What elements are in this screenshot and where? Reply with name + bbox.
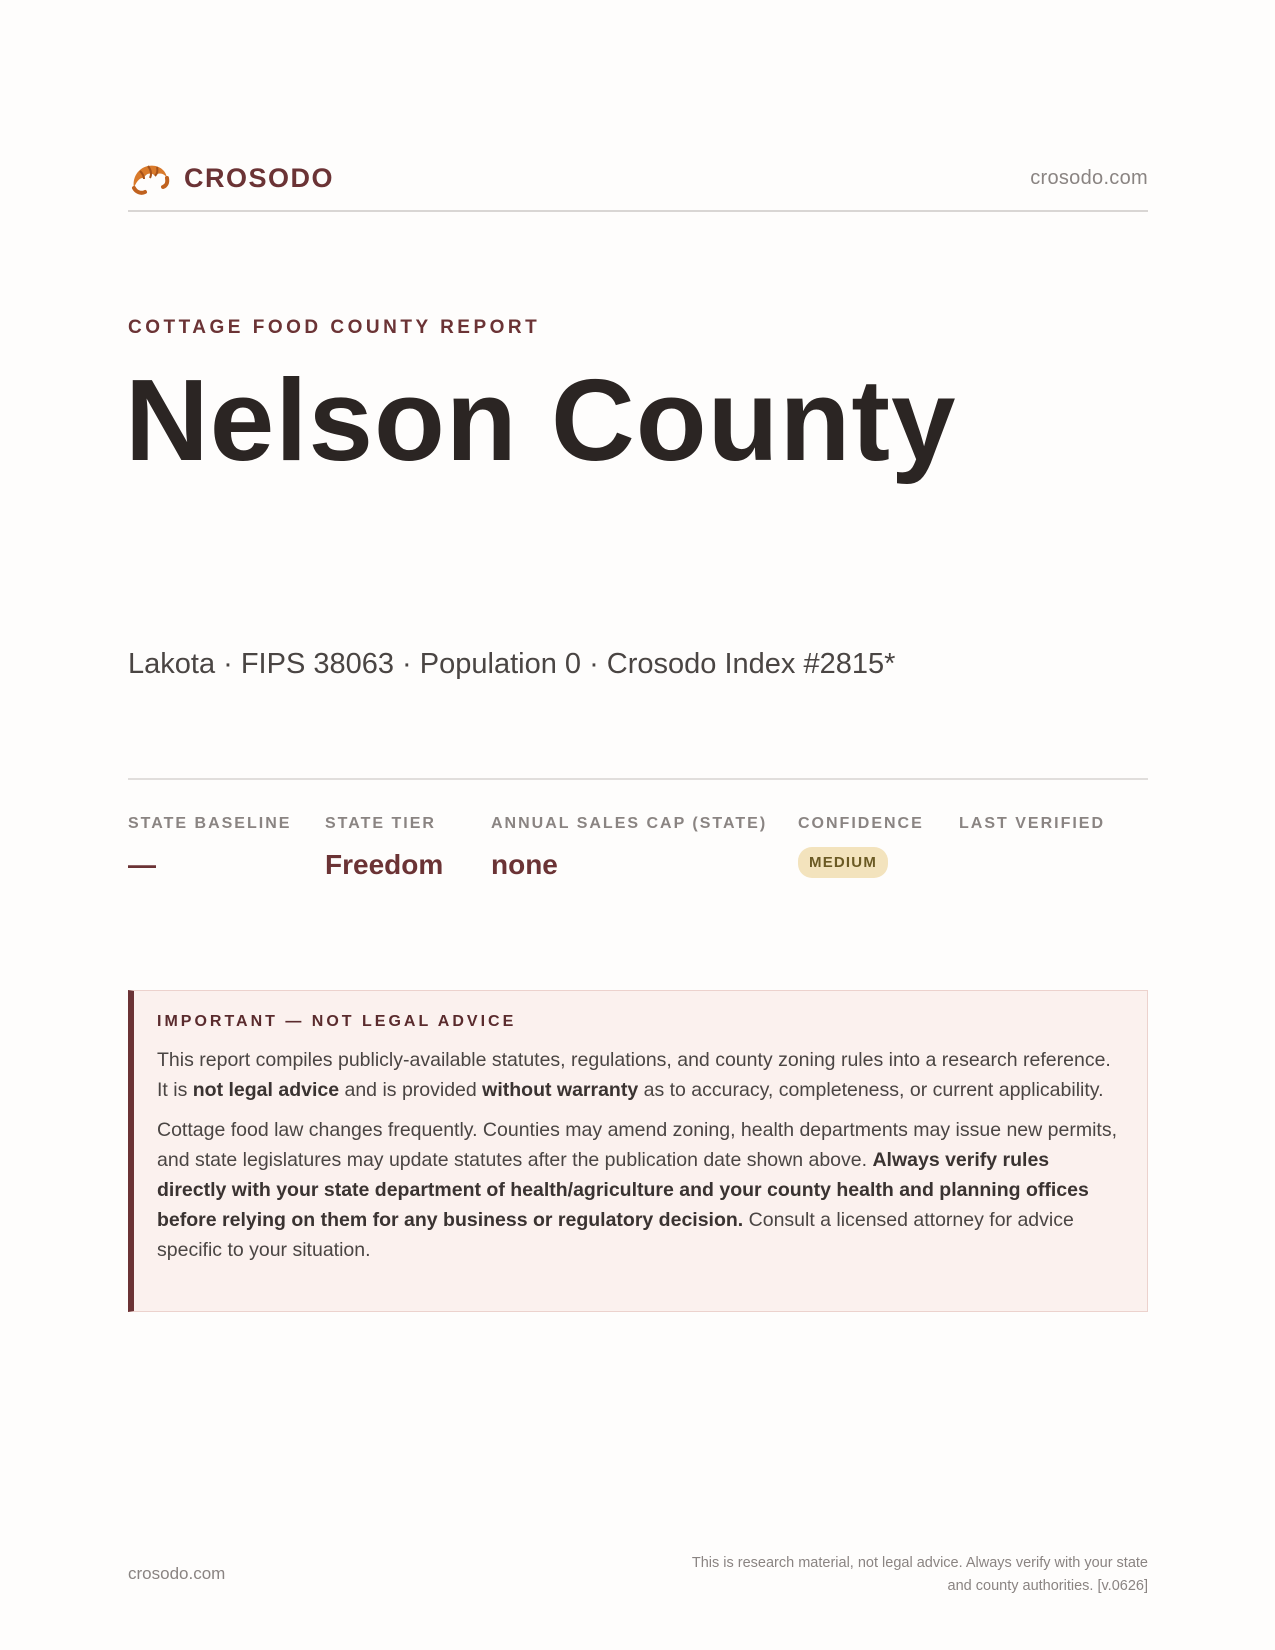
notice-paragraph: This report compiles publicly-available statutes, regulations, and county zoning rules into a research reference. It is not legal advice and is provided without warranty as to accuracy, completeness, or current applicability. (157, 1049, 1111, 1101)
stat-label: LAST VERIFIED (959, 815, 1106, 832)
page-title: Nelson County (125, 355, 957, 485)
stat-last-verified (959, 815, 1105, 849)
stat-value: — (128, 849, 156, 880)
stat-value: Freedom (325, 849, 444, 880)
croissant-icon (128, 158, 170, 198)
stat-label: ANNUAL SALES CAP (STATE) (491, 815, 768, 832)
brand[interactable] (128, 158, 334, 198)
footer-site-link[interactable]: crosodo.com (128, 1564, 226, 1583)
notice-paragraph: Cottage food law changes frequently. Counties may amend zoning, health departments may issue new permits, and state legislatures may update statutes after the publication date shown above. Always verify rules directly with your state department of health/agriculture and your county health and planning offices before relying on them for any business or regulatory decision. Consult a licensed attorney for advice specific to your situation. (157, 1119, 1117, 1261)
report-header (128, 158, 1148, 212)
footer-disclaimer-line: This is research material, not legal advice. Always verify with your state (691, 1555, 1148, 1571)
divider (128, 778, 1148, 780)
report-eyebrow: COTTAGE FOOD COUNTY REPORT (128, 317, 541, 338)
stat-annual-sales-cap (491, 815, 767, 881)
stat-state-tier (325, 815, 443, 881)
notice-title: IMPORTANT — NOT LEGAL ADVICE (157, 1013, 517, 1030)
stat-value: none (491, 849, 558, 880)
footer-disclaimer (588, 1552, 1148, 1598)
site-link[interactable]: crosodo.com (1030, 167, 1148, 189)
report-page (125, 0, 1148, 1650)
stat-label: STATE BASELINE (128, 815, 292, 832)
stat-state-baseline (128, 815, 291, 881)
county-meta: Lakota · FIPS 38063 · Population 0 · Crosodo Index #2815* (128, 648, 896, 680)
stat-label: STATE TIER (325, 815, 436, 832)
footer-disclaimer-line: and county authorities. [v.0626] (947, 1578, 1148, 1594)
legal-notice (128, 990, 1148, 1312)
stat-confidence (798, 815, 924, 878)
stat-label: CONFIDENCE (798, 815, 924, 832)
brand-name: CROSODO (184, 162, 335, 193)
confidence-badge: MEDIUM (798, 847, 888, 878)
